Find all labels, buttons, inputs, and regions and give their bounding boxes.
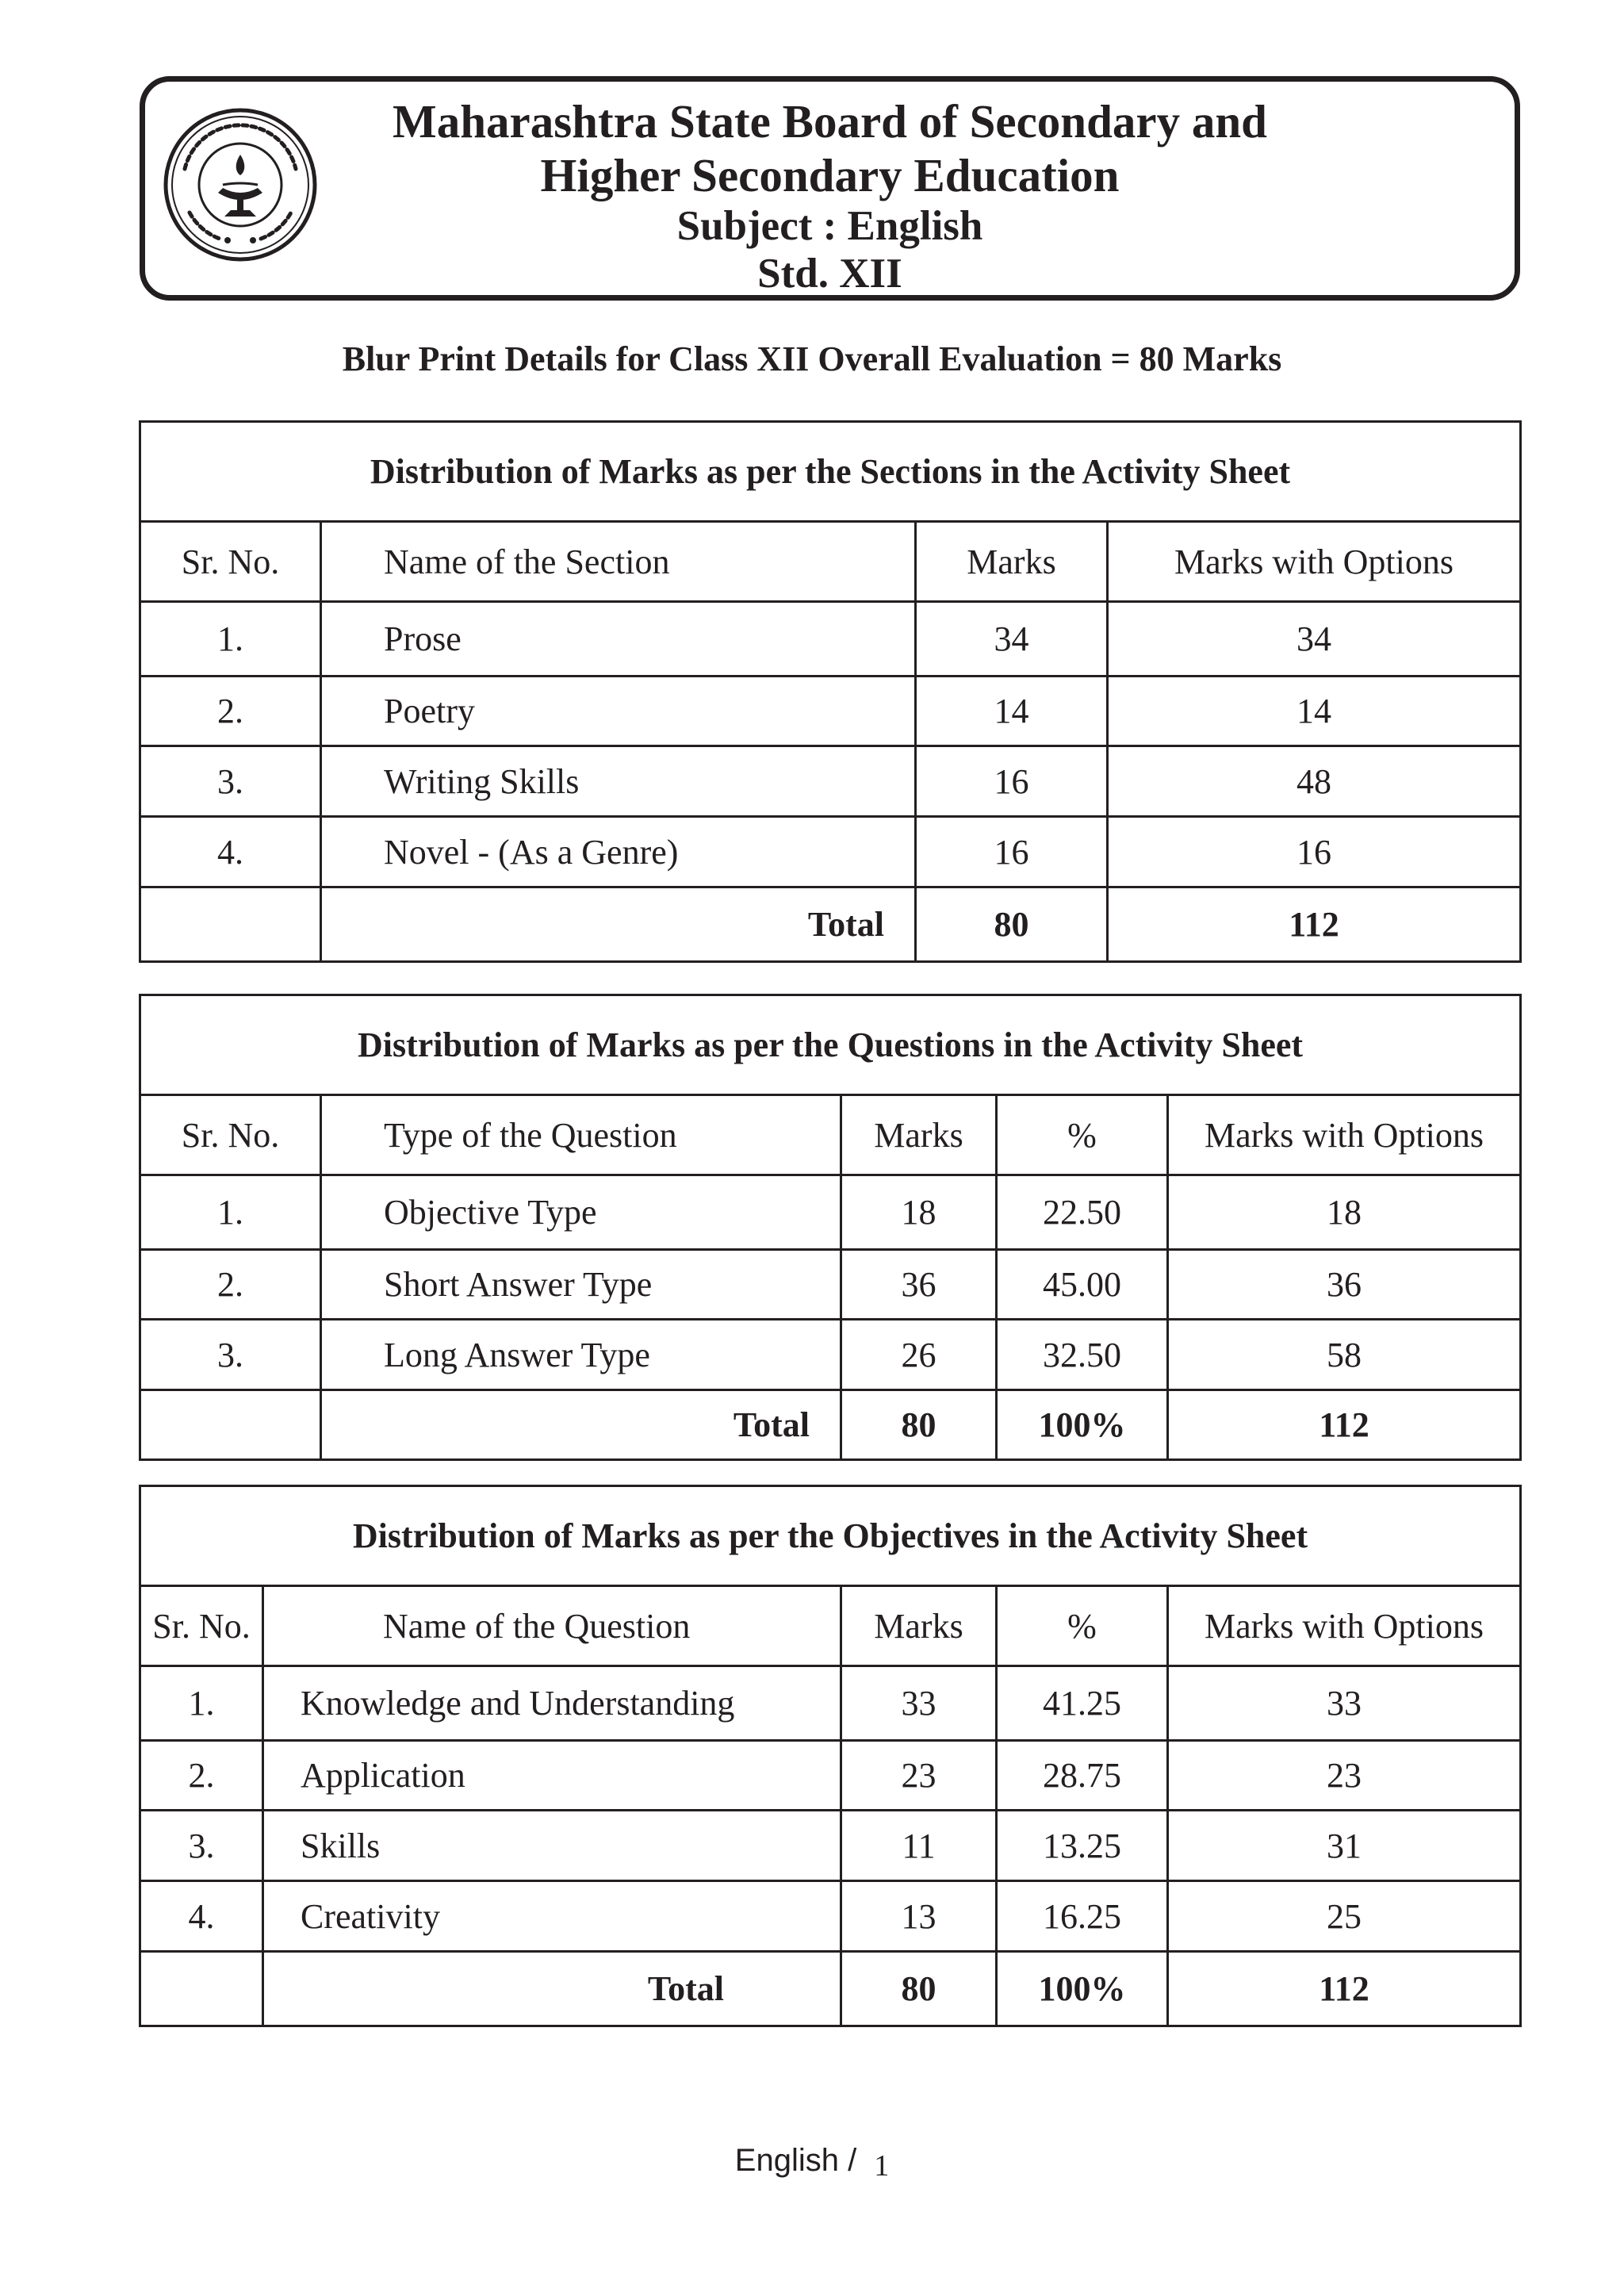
table-caption-row: [140, 1486, 1521, 1586]
column-header: Marks with Options: [1108, 522, 1521, 602]
column-header: Sr. No.: [140, 1095, 321, 1175]
table-cell: 16: [1108, 817, 1521, 887]
table-cell: 23: [841, 1741, 997, 1811]
table-cell: 2.: [140, 1741, 263, 1811]
table-row: [140, 1320, 1521, 1390]
total-marks: 80: [841, 1952, 997, 2026]
table-caption: Distribution of Marks as per the Questions in the Activity Sheet: [140, 995, 1521, 1095]
table-row: [140, 1881, 1521, 1952]
table-row: [140, 1175, 1521, 1250]
page-number: 1: [874, 2149, 890, 2183]
table-cell: 33: [841, 1666, 997, 1741]
subject-line: Subject : English: [676, 203, 983, 249]
table-row: [140, 1741, 1521, 1811]
table-cell: 32.50: [997, 1320, 1168, 1390]
table-cell: 1.: [140, 602, 321, 677]
table-cell: 3.: [140, 1811, 263, 1881]
table-cell: Objective Type: [321, 1175, 841, 1250]
table-cell: Knowledge and Understanding: [263, 1666, 841, 1741]
column-header: Marks: [916, 522, 1108, 602]
table-cell: 16.25: [997, 1881, 1168, 1952]
total-label: Total: [321, 1390, 841, 1460]
table-cell: 1.: [140, 1175, 321, 1250]
column-header: Marks: [841, 1586, 997, 1666]
column-header: Marks with Options: [1168, 1586, 1521, 1666]
total-percent: 100%: [997, 1952, 1168, 2026]
empty-cell: [140, 1952, 263, 2026]
table-cell: 34: [1108, 602, 1521, 677]
empty-cell: [140, 887, 321, 962]
table-cell: Writing Skills: [321, 746, 916, 817]
table-cell: 11: [841, 1811, 997, 1881]
table-header-row: [140, 522, 1521, 602]
total-marks: 80: [841, 1390, 997, 1460]
document-title: Blur Print Details for Class XII Overall Evaluation = 80 Marks: [342, 339, 1282, 378]
table-cell: 13.25: [997, 1811, 1168, 1881]
table-cell: 41.25: [997, 1666, 1168, 1741]
table-cell: 3.: [140, 1320, 321, 1390]
table-cell: 4.: [140, 1881, 263, 1952]
header-box: [140, 76, 1520, 301]
column-header: Name of the Question: [263, 1586, 841, 1666]
column-header: %: [997, 1586, 1168, 1666]
table-cell: Novel - (As a Genre): [321, 817, 916, 887]
table-cell: Prose: [321, 602, 916, 677]
table-caption: Distribution of Marks as per the Sections in the Activity Sheet: [140, 422, 1521, 522]
table-caption-row: [140, 995, 1521, 1095]
column-header: Marks with Options: [1168, 1095, 1521, 1175]
table-cell: 16: [916, 817, 1108, 887]
table-cell: Skills: [263, 1811, 841, 1881]
table-cell: 36: [1168, 1250, 1521, 1320]
table-cell: 23: [1168, 1741, 1521, 1811]
table-cell: Poetry: [321, 677, 916, 746]
table-cell: 2.: [140, 1250, 321, 1320]
table-row: [140, 1811, 1521, 1881]
table-cell: Long Answer Type: [321, 1320, 841, 1390]
table-cell: 58: [1168, 1320, 1521, 1390]
table-caption-row: [140, 422, 1521, 522]
table-row: [140, 817, 1521, 887]
table-cell: Short Answer Type: [321, 1250, 841, 1320]
total-percent: 100%: [997, 1390, 1168, 1460]
table-cell: 45.00: [997, 1250, 1168, 1320]
table-cell: 26: [841, 1320, 997, 1390]
table-cell: 4.: [140, 817, 321, 887]
table-cell: 28.75: [997, 1741, 1168, 1811]
table-cell: Application: [263, 1741, 841, 1811]
table-cell: 33: [1168, 1666, 1521, 1741]
sections-table: [139, 420, 1522, 963]
objectives-table: [139, 1485, 1522, 2027]
table-caption: Distribution of Marks as per the Objectives in the Activity Sheet: [140, 1486, 1521, 1586]
total-marks-with-options: 112: [1108, 887, 1521, 962]
total-marks: 80: [916, 887, 1108, 962]
table-row: [140, 746, 1521, 817]
table-header-row: [140, 1586, 1521, 1666]
table-cell: 14: [916, 677, 1108, 746]
board-name-line1: Maharashtra State Board of Secondary and: [393, 95, 1267, 148]
table-cell: 22.50: [997, 1175, 1168, 1250]
column-header: Name of the Section: [321, 522, 916, 602]
table-row: [140, 677, 1521, 746]
table-row: [140, 1250, 1521, 1320]
table-cell: 16: [916, 746, 1108, 817]
total-marks-with-options: 112: [1168, 1952, 1521, 2026]
column-header: %: [997, 1095, 1168, 1175]
column-header: Type of the Question: [321, 1095, 841, 1175]
table-cell: 18: [841, 1175, 997, 1250]
column-header: Sr. No.: [140, 522, 321, 602]
board-name-line2: Higher Secondary Education: [540, 149, 1120, 201]
table-cell: 18: [1168, 1175, 1521, 1250]
page-footer: [0, 2141, 1624, 2183]
table-cell: 25: [1168, 1881, 1521, 1952]
table-header-row: [140, 1095, 1521, 1175]
table-cell: 14: [1108, 677, 1521, 746]
total-label: Total: [263, 1952, 841, 2026]
table-cell: Creativity: [263, 1881, 841, 1952]
column-header: Marks: [841, 1095, 997, 1175]
table-cell: 3.: [140, 746, 321, 817]
table-cell: 2.: [140, 677, 321, 746]
total-marks-with-options: 112: [1168, 1390, 1521, 1460]
table-cell: 48: [1108, 746, 1521, 817]
table-cell: 1.: [140, 1666, 263, 1741]
standard-line: Std. XII: [757, 251, 902, 297]
total-row: [140, 1390, 1521, 1460]
table-row: [140, 1666, 1521, 1741]
table-cell: 13: [841, 1881, 997, 1952]
table-cell: 36: [841, 1250, 997, 1320]
column-header: Sr. No.: [140, 1586, 263, 1666]
table-cell: 31: [1168, 1811, 1521, 1881]
total-row: [140, 1952, 1521, 2026]
table-cell: 34: [916, 602, 1108, 677]
table-row: [140, 602, 1521, 677]
empty-cell: [140, 1390, 321, 1460]
header-text: [145, 94, 1515, 297]
questions-table: [139, 994, 1522, 1461]
footer-label: English /: [734, 2143, 857, 2178]
total-row: [140, 887, 1521, 962]
total-label: Total: [321, 887, 916, 962]
